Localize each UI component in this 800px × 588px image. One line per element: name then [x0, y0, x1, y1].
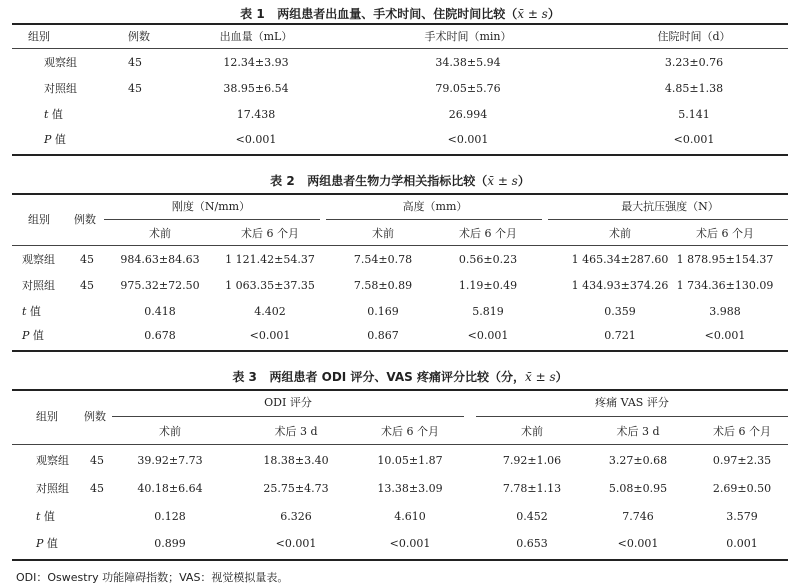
table1-cell: 12.34±3.93: [223, 56, 289, 69]
table1-cell: 4.85±1.38: [664, 82, 724, 95]
table2-group-header: 高度（mm）: [402, 200, 468, 213]
table1-cell: 45: [128, 82, 142, 95]
table1-cell: 5.141: [678, 108, 710, 121]
table2-subheader: 术前: [609, 227, 631, 240]
table2-caption: [0, 172, 800, 189]
table3-cell: 2.69±0.50: [712, 482, 772, 495]
table2-title-prefix: 表 2: [270, 174, 295, 188]
table1-cell: 对照组: [44, 82, 77, 95]
table3-cell: 0.128: [154, 510, 186, 523]
table3-cell: 0.899: [154, 537, 186, 550]
table2-title-close: ）: [517, 174, 530, 188]
table3-cell: 13.38±3.09: [377, 482, 443, 495]
table3-cell: 3.27±0.68: [608, 454, 668, 467]
table1-header-cell: 组别: [28, 30, 50, 43]
table2-cell: 3.988: [709, 305, 741, 318]
table2-cell: 1 063.35±37.35: [225, 279, 315, 292]
table2-cell: 7.54±0.78: [353, 253, 413, 266]
table2-subheader: 术后 6 个月: [459, 227, 517, 240]
table2-cell: 1 434.93±374.26: [571, 279, 669, 292]
table3-title-text: 两组患者 ODI 评分、VAS 疼痛评分比较（分，: [269, 370, 526, 384]
table2-cell: 45: [80, 253, 94, 266]
table3-subheader: 术前: [521, 425, 543, 438]
table3-cell: 45: [90, 482, 104, 495]
table3-group-rule-2: [476, 416, 788, 417]
table2-cell: 4.402: [254, 305, 286, 318]
table3-cell: <0.001: [389, 537, 431, 550]
table1-header-cell: 例数: [128, 30, 150, 43]
table3-group-header: 疼痛 VAS 评分: [595, 396, 669, 409]
table3-title-close: ）: [555, 370, 568, 384]
table2-title-stat: x̄ ± s: [487, 174, 518, 188]
table2-subheader: 术前: [372, 227, 394, 240]
table1-bottom-rule: [12, 154, 788, 156]
table2-cell: <0.001: [704, 329, 746, 342]
table2-cell: 观察组: [22, 253, 55, 266]
table1-title-text: 两组患者出血量、手术时间、住院时间比较（: [277, 7, 518, 21]
table3-cell: 18.38±3.40: [263, 454, 329, 467]
table1-caption: [0, 5, 800, 22]
table3-cell: 4.610: [394, 510, 426, 523]
table3-subheader: 术后 6 个月: [713, 425, 771, 438]
table3-cell: 40.18±6.64: [137, 482, 203, 495]
table1-header-cell: 手术时间（min）: [424, 30, 512, 43]
table3-cell: 0.653: [516, 537, 548, 550]
table2-cell: 45: [80, 279, 94, 292]
table2-cell: 1.19±0.49: [458, 279, 518, 292]
table2-cell: 1 878.95±154.37: [676, 253, 774, 266]
table1-cell: <0.001: [447, 133, 489, 146]
table3-cell: 45: [90, 454, 104, 467]
table2-cell: P 值: [22, 329, 44, 342]
table2-cell: 975.32±72.50: [120, 279, 200, 292]
table3-cell: 3.579: [726, 510, 758, 523]
table2-cell: 984.63±84.63: [120, 253, 200, 266]
table2-cell: 1 465.34±287.60: [571, 253, 669, 266]
table2-cell: 1 734.36±130.09: [676, 279, 774, 292]
table3-count-label: 例数: [84, 410, 106, 423]
table1-cell: 观察组: [44, 56, 77, 69]
table3-subheader: 术后 3 d: [274, 425, 318, 438]
table1-header-cell: 住院时间（d）: [657, 30, 731, 43]
table3-title-prefix: 表 3: [232, 370, 257, 384]
table2-cell: 0.678: [144, 329, 176, 342]
table2-cell: 0.418: [144, 305, 176, 318]
table3-cell: P 值: [36, 537, 58, 550]
table2-cell: 0.359: [604, 305, 636, 318]
table2-cell: 1 121.42±54.37: [225, 253, 315, 266]
table3-cell: 0.452: [516, 510, 548, 523]
table3-subheader: 术后 3 d: [616, 425, 660, 438]
table2-subheader: 术前: [149, 227, 171, 240]
table2-group-rule-1: [104, 219, 320, 220]
table3-cell: 7.92±1.06: [502, 454, 562, 467]
table1-title-close: ）: [547, 7, 560, 21]
table1-cell: P 值: [44, 133, 66, 146]
table2-group-header: 刚度（N/mm）: [171, 200, 251, 213]
table3-cell: 39.92±7.73: [137, 454, 203, 467]
table1-title-prefix: 表 1: [240, 7, 265, 21]
table1-cell: 26.994: [448, 108, 488, 121]
table2-group-rule-2: [326, 219, 542, 220]
table3-cell: 5.08±0.95: [608, 482, 668, 495]
table2-cell: 7.58±0.89: [353, 279, 413, 292]
table2-group-label: 组别: [28, 213, 50, 226]
table1-cell: 38.95±6.54: [223, 82, 289, 95]
table3-cell: 0.97±2.35: [712, 454, 772, 467]
table3-cell: <0.001: [275, 537, 317, 550]
table3-cell: 7.746: [622, 510, 654, 523]
table1-cell: <0.001: [235, 133, 277, 146]
table2-cell: 0.721: [604, 329, 636, 342]
table2-title-text: 两组患者生物力学相关指标比较（: [307, 174, 488, 188]
table3-cell: 10.05±1.87: [377, 454, 443, 467]
table3-cell: 25.75±4.73: [263, 482, 329, 495]
table2-count-label: 例数: [74, 213, 96, 226]
table2-subheader: 术后 6 个月: [241, 227, 299, 240]
table3-cell: 7.78±1.13: [502, 482, 562, 495]
table3-bottom-rule: [12, 559, 788, 561]
table2-cell: 0.867: [367, 329, 399, 342]
table2-cell: t 值: [22, 305, 41, 318]
table3-subheader: 术后 6 个月: [381, 425, 439, 438]
table2-group-rule-3: [548, 219, 788, 220]
table2-cell: <0.001: [249, 329, 291, 342]
table1-cell: 34.38±5.94: [435, 56, 501, 69]
table1-cell: <0.001: [673, 133, 715, 146]
table2-cell: 0.56±0.23: [458, 253, 518, 266]
table1-cell: 79.05±5.76: [435, 82, 501, 95]
table2-bottom-rule: [12, 350, 788, 352]
table3-cell: <0.001: [617, 537, 659, 550]
table3-cell: 0.001: [726, 537, 758, 550]
table3-group-label: 组别: [36, 410, 58, 423]
table3-group-header: ODI 评分: [264, 396, 312, 409]
table3-caption: [0, 368, 800, 385]
table3-header-rule: [12, 444, 788, 445]
table1-cell: 3.23±0.76: [664, 56, 724, 69]
table3-top-rule: [12, 389, 788, 391]
table1-cell: 17.438: [236, 108, 276, 121]
table1-top-rule: [12, 23, 788, 25]
footnote: ODI：Oswestry 功能障碍指数；VAS：视觉模拟量表。: [16, 571, 289, 584]
table3-title-stat: x̄ ± s: [525, 370, 556, 384]
table2-cell: 0.169: [367, 305, 399, 318]
table1-title-stat: x̄ ± s: [517, 7, 548, 21]
table3-cell: 观察组: [36, 454, 69, 467]
table3-subheader: 术前: [159, 425, 181, 438]
table1-header-rule: [12, 48, 788, 49]
table2-group-header: 最大抗压强度（N）: [621, 200, 719, 213]
table3-cell: t 值: [36, 510, 55, 523]
table3-cell: 对照组: [36, 482, 69, 495]
table3-group-rule-1: [112, 416, 464, 417]
table2-cell: 5.819: [472, 305, 504, 318]
table1-cell: 45: [128, 56, 142, 69]
table2-subheader: 术后 6 个月: [696, 227, 754, 240]
table2-header-rule: [12, 245, 788, 246]
table3-cell: 6.326: [280, 510, 312, 523]
table1-cell: t 值: [44, 108, 63, 121]
table2-top-rule: [12, 193, 788, 195]
table2-cell: 对照组: [22, 279, 55, 292]
table2-cell: <0.001: [467, 329, 509, 342]
table1-header-cell: 出血量（mL）: [219, 30, 293, 43]
